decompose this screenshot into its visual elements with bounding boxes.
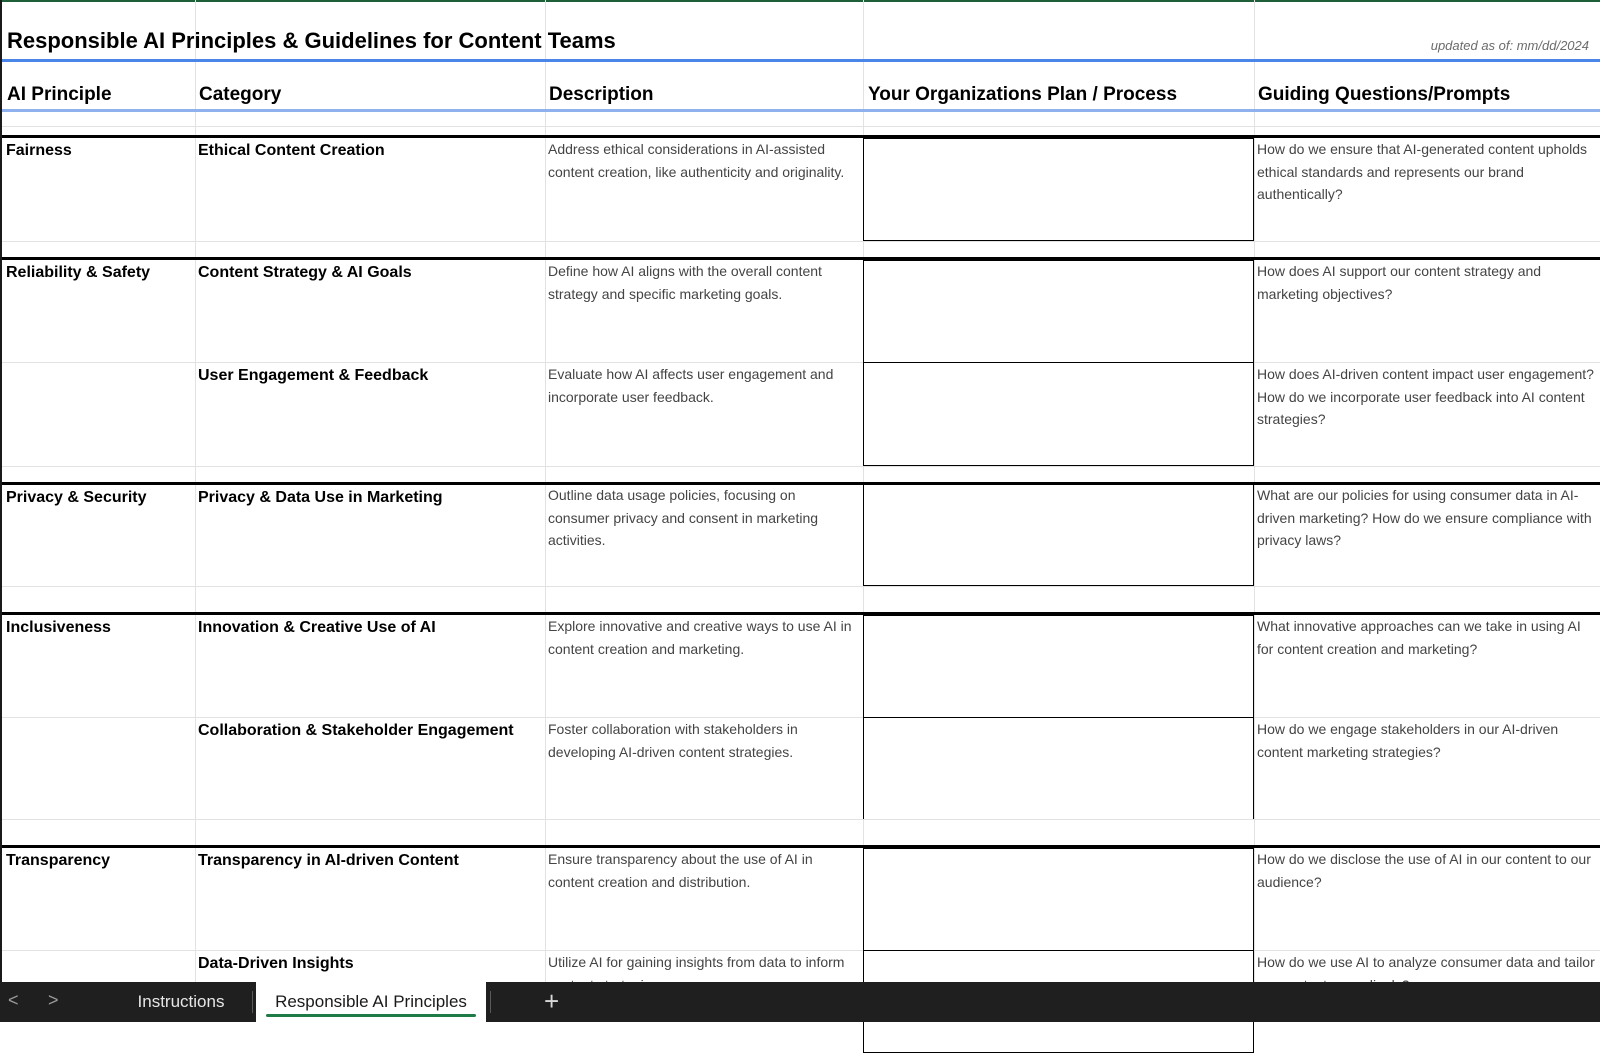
category-cell[interactable]: Privacy & Data Use in Marketing [198, 489, 443, 506]
chevron-left-icon[interactable]: < [8, 990, 19, 1010]
plan-input-cell[interactable] [863, 260, 1254, 363]
header-description[interactable]: Description [549, 84, 654, 105]
column-divider [1254, 0, 1255, 982]
category-cell[interactable]: Innovation & Creative Use of AI [198, 619, 436, 636]
plan-input-cell[interactable] [863, 138, 1254, 241]
guiding-question-cell[interactable]: How do we use AI to analyze consumer data and tailor [1257, 954, 1595, 970]
title-rule [2, 59, 1600, 62]
tab-label: Responsible AI Principles [275, 992, 467, 1011]
row-separator [2, 241, 1600, 242]
tab-responsible-ai-principles[interactable] [256, 982, 486, 1022]
add-sheet-icon[interactable]: + [544, 986, 560, 1016]
plan-input-cell[interactable] [863, 848, 1254, 951]
plan-input-cell[interactable] [863, 615, 1254, 718]
category-cell[interactable]: Data-Driven Insights [198, 955, 354, 972]
description-cell[interactable]: Address ethical considerations in AI-assisted content creation, like authenticity and originality. [548, 141, 845, 180]
guiding-question-cell[interactable]: How does AI-driven content impact user engagement? How do we incorporate user feedback into AI content strategies? [1257, 366, 1594, 427]
category-cell[interactable]: Collaboration & Stakeholder Engagement [198, 722, 514, 739]
ai-principle-cell[interactable]: Inclusiveness [6, 619, 111, 636]
ai-principle-cell[interactable]: Transparency [6, 852, 111, 869]
sheet-tab-bar [0, 982, 1600, 1022]
row-separator [2, 126, 1600, 127]
ai-principle-cell[interactable]: Privacy & Security [6, 489, 147, 506]
guiding-question-cell[interactable]: How do we engage stakeholders in our AI-driven content marketing strategies? [1257, 721, 1559, 760]
row-separator [2, 819, 1600, 820]
ai-principle-cell[interactable]: Fairness [6, 142, 72, 159]
guiding-question-cell[interactable]: How do we disclose the use of AI in our content to our audience? [1257, 851, 1591, 890]
guiding-question-cell[interactable]: How do we ensure that AI-generated content upholds ethical standards and represents our brand authentically? [1257, 141, 1587, 202]
guiding-question-cell[interactable]: What innovative approaches can we take in using AI for content creation and marketing? [1257, 618, 1581, 657]
category-cell[interactable]: Content Strategy & AI Goals [198, 264, 412, 281]
description-cell[interactable]: Utilize AI for gaining insights from data to inform [548, 954, 845, 970]
plan-input-cell[interactable] [863, 717, 1254, 820]
chevron-right-icon[interactable]: > [48, 990, 59, 1010]
ai-principle-cell[interactable]: Reliability & Safety [6, 264, 151, 281]
description-cell[interactable]: Evaluate how AI affects user engagement and incorporate user feedback. [548, 366, 834, 405]
description-cell[interactable]: Define how AI aligns with the overall content strategy and specific marketing goals. [548, 263, 822, 302]
header-plan[interactable]: Your Organizations Plan / Process [868, 84, 1178, 105]
header-rule [2, 109, 1600, 112]
row-separator [2, 586, 1600, 587]
column-divider [195, 0, 196, 982]
header-ai-principle[interactable]: AI Principle [7, 84, 112, 105]
description-cell[interactable]: Ensure transparency about the use of AI in content creation and distribution. [548, 851, 813, 890]
updated-date[interactable]: updated as of: mm/dd/2024 [1430, 38, 1589, 53]
left-edge [0, 0, 2, 982]
description-cell[interactable]: Explore innovative and creative ways to use AI in content creation and marketing. [548, 618, 852, 657]
description-cell[interactable]: Outline data usage policies, focusing on consumer privacy and consent in marketing activities. [548, 487, 819, 548]
description-cell[interactable]: Foster collaboration with stakeholders in developing AI-driven content strategies. [548, 721, 798, 760]
category-cell[interactable]: User Engagement & Feedback [198, 367, 429, 384]
tab-instructions[interactable]: Instructions [137, 992, 225, 1011]
plan-input-cell[interactable] [863, 362, 1254, 466]
column-divider [545, 0, 546, 982]
active-tab-underline [266, 1014, 476, 1017]
tab-separator [252, 991, 253, 1013]
plan-input-cell[interactable] [863, 484, 1254, 586]
row-separator [2, 466, 1600, 467]
tab-separator [490, 991, 491, 1013]
sheet-title[interactable]: Responsible AI Principles & Guidelines for Content Teams [7, 28, 616, 53]
category-cell[interactable]: Transparency in AI-driven Content [198, 852, 459, 869]
top-accent-line [0, 0, 1600, 2]
guiding-question-cell[interactable]: What are our policies for using consumer data in AI-driven marketing? How do we ensure compliance with privacy laws? [1257, 487, 1592, 548]
header-guiding-questions[interactable]: Guiding Questions/Prompts [1258, 84, 1511, 105]
guiding-question-cell[interactable]: How does AI support our content strategy and marketing objectives? [1257, 263, 1542, 302]
header-category[interactable]: Category [199, 84, 282, 105]
category-cell[interactable]: Ethical Content Creation [198, 142, 385, 159]
